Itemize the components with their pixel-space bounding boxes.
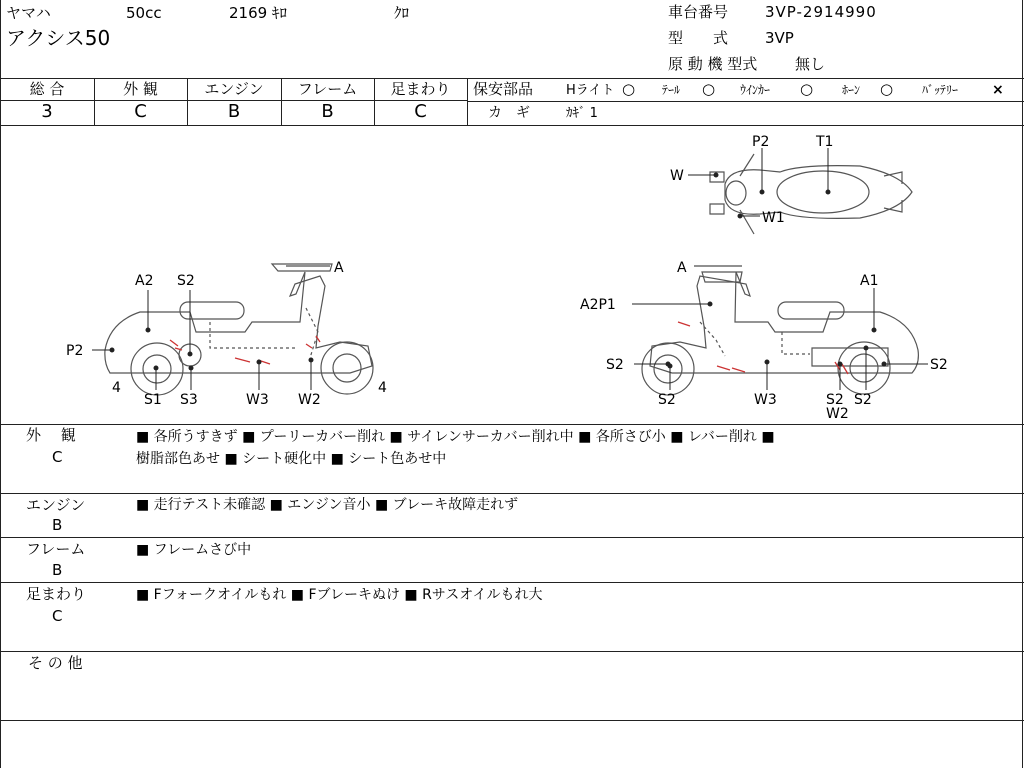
- label-left-w2: W2: [298, 392, 321, 408]
- label-right-s2-e: S2: [930, 357, 948, 373]
- label-left-s2: S2: [177, 273, 195, 289]
- grade-label-frame: フレーム: [297, 80, 358, 98]
- grade-top-line: [0, 78, 1024, 79]
- label-top-w1: W1: [762, 210, 785, 226]
- top-view: [710, 154, 912, 234]
- label-left-p2: P2: [66, 343, 84, 359]
- label-left-4a: 4: [112, 380, 121, 396]
- remark-frame-grade: B: [52, 561, 63, 579]
- displacement: 50cc: [126, 4, 162, 22]
- remark-exterior-grade: C: [52, 448, 63, 466]
- remark-engine-line-1: ■ 走行テスト未確認 ■ エンジン音小 ■ ブレーキ故障走れず: [136, 497, 519, 513]
- right-side-view: [642, 272, 918, 395]
- grade-value-overall: 3: [41, 101, 53, 122]
- safety-mark-battery: ×: [992, 82, 1004, 98]
- key-label: カ ギ: [488, 105, 530, 121]
- remarks-top-line: [0, 424, 1024, 425]
- frame-no-value: 3VP-2914990: [765, 3, 877, 21]
- key-value: ｶｷﾞ 1: [566, 106, 598, 121]
- remarks-line-2: [0, 537, 1024, 538]
- safety-mark-horn: ○: [880, 80, 894, 98]
- label-right-s2-b: S2: [658, 392, 676, 408]
- grade-label-overall: 総 合: [29, 80, 65, 98]
- remarks-line-3: [0, 582, 1024, 583]
- label-right-s2-a: S2: [606, 357, 624, 373]
- frame-no-label: 車台番号: [668, 3, 729, 21]
- grade-value-suspension: C: [414, 101, 427, 122]
- label-right-w3: W3: [754, 392, 777, 408]
- safety-item-tail: ﾃｰﾙ: [662, 83, 681, 97]
- remark-engine-label: エンジン: [26, 496, 86, 514]
- label-left-s1: S1: [144, 392, 162, 408]
- label-left-w3: W3: [246, 392, 269, 408]
- safety-mark-tail: ○: [702, 80, 716, 98]
- remark-suspension-label: 足まわり: [26, 585, 87, 603]
- remark-suspension-grade: C: [52, 607, 63, 625]
- remark-exterior-line-2: 樹脂部色あせ ■ シート硬化中 ■ シート色あせ中: [136, 451, 447, 467]
- safety-item-winker: ｳｲﾝｶｰ: [740, 83, 771, 97]
- remarks-line-5: [0, 720, 1024, 721]
- remark-exterior-label: 外 観: [26, 426, 76, 444]
- maker: ヤマハ: [6, 4, 51, 22]
- remark-exterior-line-1: ■ 各所うすきず ■ プーリーカバー削れ ■ サイレンサーカバー削れ中 ■ 各所さび小 ■ レバー削れ ■: [136, 429, 775, 445]
- label-left-a: A: [334, 260, 344, 276]
- label-left-a2: A2: [135, 273, 154, 289]
- model-name: アクシス50: [6, 26, 111, 50]
- label-top-p2: P2: [752, 134, 770, 150]
- engine-type-value: 無し: [795, 55, 826, 73]
- grade-value-frame: B: [321, 101, 334, 122]
- label-left-s3: S3: [180, 392, 198, 408]
- safety-label: 保安部品: [473, 80, 534, 98]
- remark-frame-line-1: ■ フレームさび中: [136, 542, 252, 558]
- safety-mark-winker: ○: [800, 80, 814, 98]
- grade-label-suspension: 足まわり: [390, 80, 451, 98]
- grade-label-engine: エンジン: [204, 80, 264, 98]
- color: ｸﾛ: [394, 4, 410, 22]
- safety-item-headlight: Hライト: [566, 83, 615, 98]
- safety-item-battery: ﾊﾞｯﾃﾘｰ: [922, 83, 959, 97]
- remark-other-label: そ の 他: [28, 654, 83, 672]
- label-right-w2: W2: [826, 406, 849, 422]
- label-top-w: W: [670, 168, 684, 184]
- type-label: 型 式: [668, 29, 729, 47]
- remark-engine-grade: B: [52, 516, 63, 534]
- label-right-a: A: [677, 260, 687, 276]
- type-value: 3VP: [765, 29, 794, 47]
- remarks-line-4: [0, 651, 1024, 652]
- remark-frame-label: フレーム: [26, 540, 86, 558]
- label-right-s2-d: S2: [854, 392, 872, 408]
- remark-suspension-line-1: ■ Fフォークオイルもれ ■ Fブレーキぬけ ■ Rサスオイルもれ大: [136, 587, 543, 603]
- label-right-s2-c: S2: [826, 392, 844, 408]
- grade-value-engine: B: [227, 101, 241, 122]
- label-right-a2p1: A2P1: [580, 297, 616, 313]
- safety-mark-headlight: ○: [622, 80, 636, 98]
- label-left-4b: 4: [378, 380, 387, 396]
- label-top-t1: T1: [816, 134, 834, 150]
- safety-item-horn: ﾎｰﾝ: [842, 83, 861, 97]
- scooter-diagrams: [0, 126, 1024, 424]
- grade-label-exterior: 外 観: [123, 80, 158, 98]
- mileage: 2169 ｷﾛ: [229, 4, 287, 22]
- safety-mid-line: [468, 101, 1024, 102]
- engine-type-label: 原 動 機 型式: [668, 55, 758, 73]
- label-right-a1: A1: [860, 273, 879, 289]
- grade-value-exterior: C: [134, 101, 147, 122]
